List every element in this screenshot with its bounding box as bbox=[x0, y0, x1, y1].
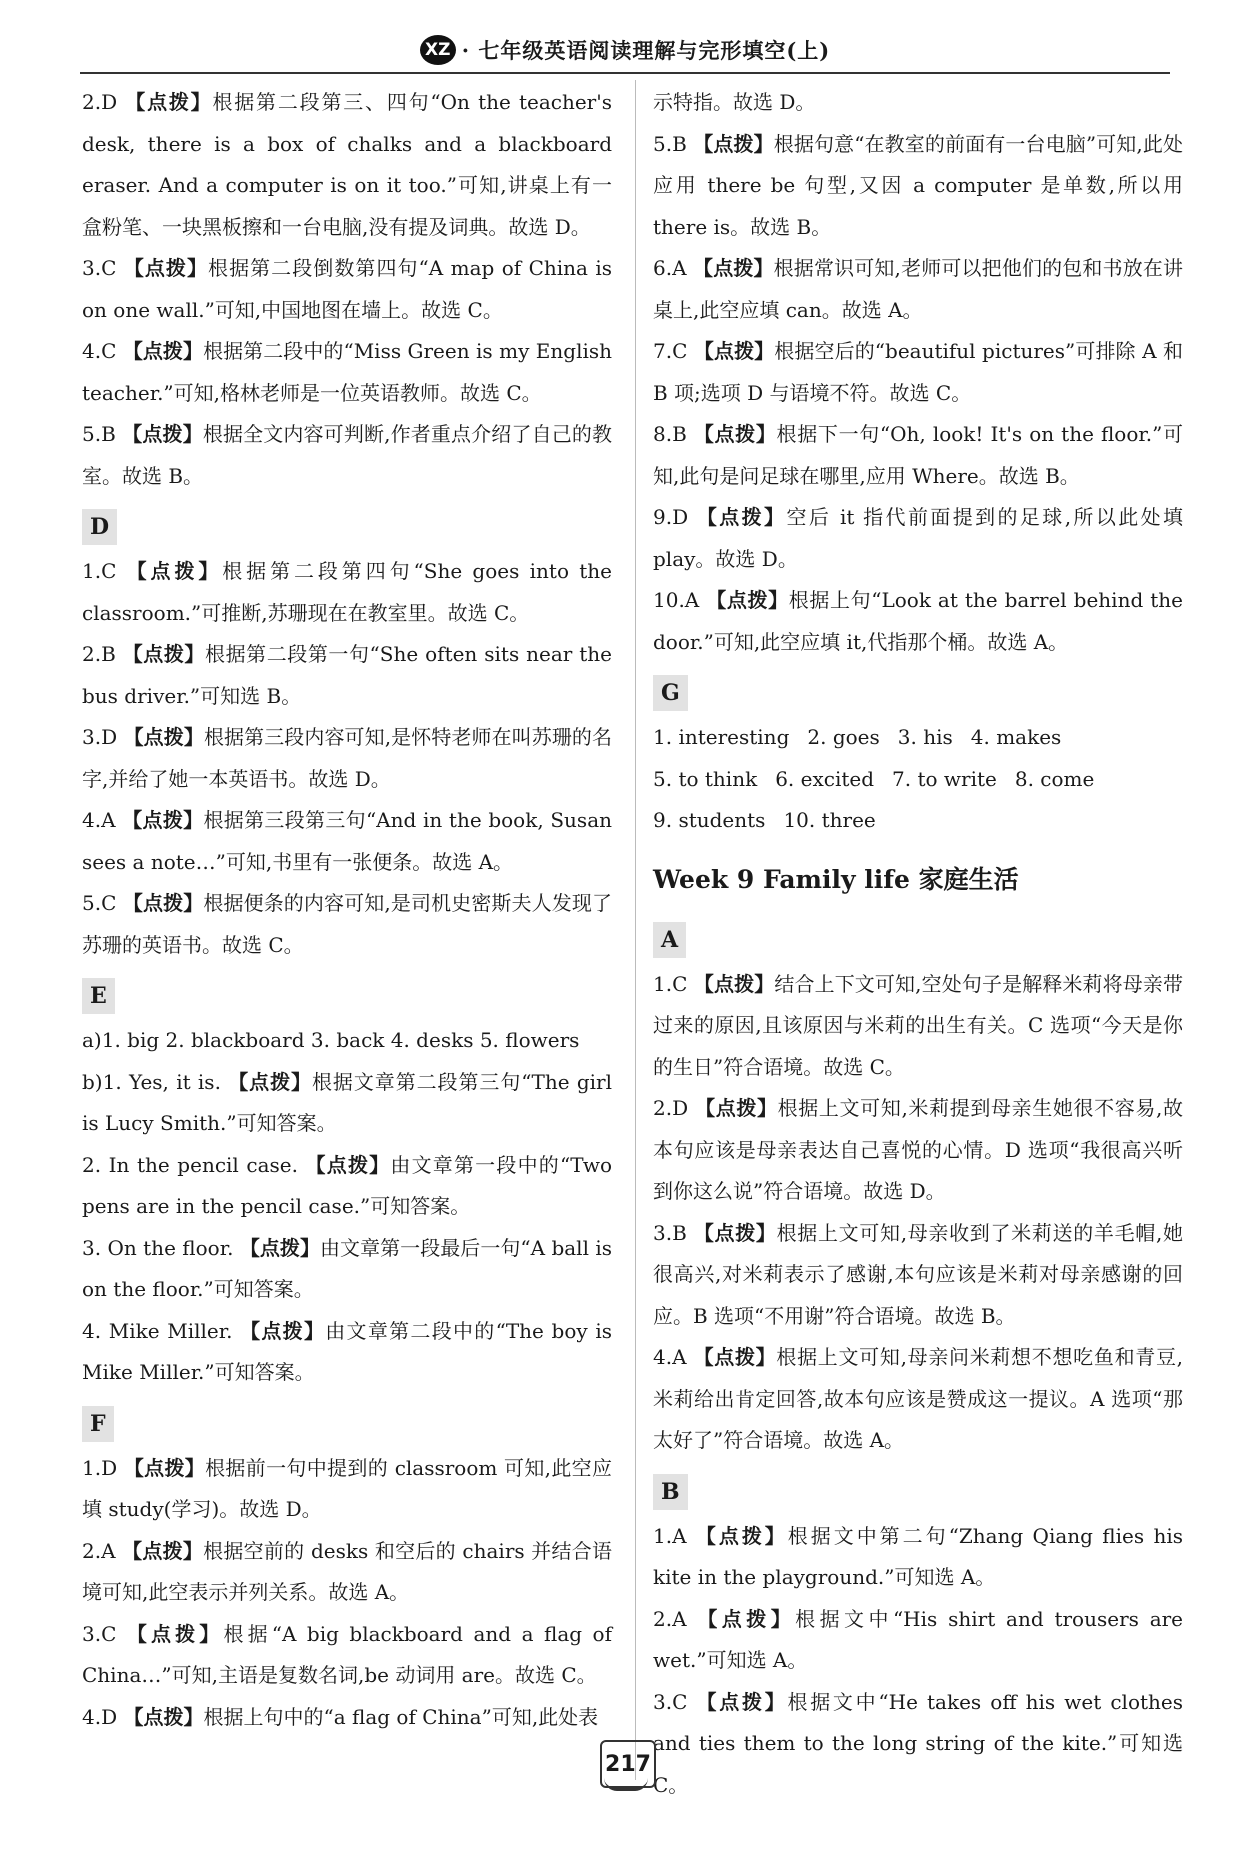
explanation-text: 根据第二段第四句“She goes into the classroom.”可推断,苏珊现在在教室里。故选 C。 bbox=[82, 559, 612, 625]
tip-label: 【点拨】 bbox=[123, 1704, 204, 1729]
tip-label: 【点拨】 bbox=[123, 725, 204, 749]
fill-answer: 2. goes bbox=[807, 725, 880, 749]
answer-item bbox=[653, 414, 1183, 497]
answer-item bbox=[82, 331, 612, 414]
left-column bbox=[82, 82, 612, 1738]
tip-label: 【点拨】 bbox=[696, 1689, 788, 1714]
text-line: a)1. big 2. blackboard 3. back 4. desks 5. flowers bbox=[82, 1028, 580, 1052]
explanation-text: 根据句意“在教室的前面有一台电脑”可知,此处应用 there be 句型,又因 a computer 是单数,所以用 there is。故选 B。 bbox=[653, 131, 1184, 239]
tip-label: 【点拨】 bbox=[706, 588, 789, 612]
open-book-icon bbox=[604, 1778, 648, 1791]
answer-number: 2.A bbox=[82, 1538, 116, 1563]
tip-label: 【点拨】 bbox=[126, 559, 223, 583]
explanation-text: 根据常识可知,老师可以把他们的包和书放在讲桌上,此空应填 can。故选 A。 bbox=[653, 256, 1184, 322]
explanation-text: 根据便条的内容可知,是司机史密斯夫人发现了苏珊的英语书。故选 C。 bbox=[82, 891, 613, 957]
explanation-text: 根据第三段第三句“And in the book, Susan sees a note…”可知,书里有一张便条。故选 A。 bbox=[82, 808, 613, 874]
explanation-text: 由文章第一段中的“Two pens are in the pencil case.”可知答案。 bbox=[82, 1152, 613, 1218]
explanation-text: 根据前一句中提到的 classroom 可知,此空应填 study(学习)。故选 D。 bbox=[82, 1455, 613, 1521]
explanation-text: 根据第三段内容可知,是怀特老师在叫苏珊的名字,并给了她一本英语书。故选 D。 bbox=[82, 725, 613, 791]
answer-item bbox=[82, 551, 612, 634]
tip-label: 【点拨】 bbox=[122, 891, 204, 915]
answer-item bbox=[653, 1213, 1183, 1338]
answer-item bbox=[82, 1697, 612, 1739]
tip-label: 【点拨】 bbox=[693, 971, 775, 996]
tip-label: 【点拨】 bbox=[696, 505, 787, 529]
explanation-text: 根据文中第二句“Zhang Qiang flies his kite in the playground.”可知选 A。 bbox=[653, 1523, 1184, 1589]
answer-number: 3.C bbox=[82, 256, 117, 280]
answer-number: 9.D bbox=[653, 505, 689, 529]
fill-answer: 5. to think bbox=[653, 766, 758, 791]
tip-label: 【点拨】 bbox=[123, 256, 209, 280]
explanation-text: 根据“A big blackboard and a flag of China…”可知,主语是复数名词,be 动词用 are。故选 C。 bbox=[82, 1621, 612, 1687]
page-header bbox=[80, 28, 1170, 74]
explanation-text: 由文章第二段中的“The boy is Mike Miller.”可知答案。 bbox=[82, 1318, 612, 1384]
tip-label: 【点拨】 bbox=[239, 1235, 321, 1260]
answer-number: 4.A bbox=[82, 808, 116, 832]
fill-answer: 10. three bbox=[783, 808, 876, 832]
answer-number: 3.C bbox=[82, 1621, 117, 1646]
explanation-text: 根据上文可知,母亲问米莉想不想吃鱼和青豆,米莉给出肯定回答,故本句应该是赞成这一提议。A 选项“那太好了”符合语境。故选 A。 bbox=[653, 1345, 1184, 1452]
tip-label: 【点拨】 bbox=[123, 1455, 206, 1480]
explanation-text: 根据文章第二段第三句“The girl is Lucy Smith.”可知答案。 bbox=[82, 1069, 613, 1135]
tip-label: 【点拨】 bbox=[693, 422, 777, 446]
answer-number: 3.B bbox=[653, 1220, 687, 1245]
answer-item bbox=[82, 1531, 612, 1614]
tip-label: 【点拨】 bbox=[693, 256, 774, 280]
explanation-text: 根据上文可知,米莉提到母亲生她很不容易,故本句应该是母亲表达自己喜悦的心情。D 选项“我很高兴听到你这么说”符合语境。故选 D。 bbox=[653, 1096, 1184, 1203]
explanation-text: 根据文中“He takes off his wet clothes and ties them to the long string of the kite.”可知选 C。 bbox=[653, 1689, 1184, 1797]
answer-item bbox=[653, 497, 1183, 580]
answer-item bbox=[82, 1062, 612, 1145]
page-number: 217 bbox=[600, 1740, 656, 1788]
answer-number: 1.C bbox=[82, 559, 117, 583]
tip-label: 【点拨】 bbox=[228, 1069, 312, 1094]
fill-answers bbox=[653, 717, 1183, 842]
section-label: D bbox=[82, 509, 117, 545]
fill-answer: 3. his bbox=[897, 725, 953, 749]
answer-number: 2.D bbox=[653, 1096, 689, 1120]
answer-item bbox=[653, 1599, 1183, 1682]
answer-number: 5.B bbox=[82, 422, 116, 446]
explanation-text: 根据上句“Look at the barrel behind the door.”可知,此空应填 it,代指那个桶。故选 A。 bbox=[653, 588, 1183, 654]
answer-item bbox=[82, 800, 612, 883]
explanation-text: 根据空前的 desks 和空后的 chairs 并结合语境可知,此空表示并列关系。故选 A。 bbox=[82, 1538, 612, 1604]
right-column bbox=[653, 82, 1183, 1806]
answer-item bbox=[653, 248, 1183, 331]
explanation-text: 根据第二段倒数第四句“A map of China is on one wall.”可知,中国地图在墙上。故选 C。 bbox=[82, 256, 613, 322]
text-line: 示特指。故选 D。 bbox=[653, 90, 816, 114]
answer-number: 1.C bbox=[653, 971, 688, 996]
fill-answer: 8. come bbox=[1014, 766, 1095, 791]
explanation-text: 空后 it 指代前面提到的足球,所以此处填 play。故选 D。 bbox=[653, 505, 1184, 571]
answer-item bbox=[82, 414, 612, 497]
answer-number: 6.A bbox=[653, 256, 687, 280]
tip-label: 【点拨】 bbox=[693, 131, 774, 156]
explanation-text: 由文章第一段最后一句“A ball is on the floor.”可知答案。 bbox=[82, 1235, 613, 1301]
answer-number: 2. In the pencil case. bbox=[82, 1152, 298, 1177]
answer-item bbox=[82, 82, 612, 248]
answer-number: 3.D bbox=[82, 725, 118, 749]
answer-number: b)1. Yes, it is. bbox=[82, 1069, 221, 1094]
answer-number: 7.C bbox=[653, 339, 688, 363]
section-label: B bbox=[653, 1474, 688, 1510]
explanation-text: 结合上下文可知,空处句子是解释米莉将母亲带过来的原因,且该原因与米莉的出生有关。C 选项“今天是你的生日”符合语境。故选 C。 bbox=[653, 971, 1184, 1079]
book-title: · 七年级英语阅读理解与完形填空(上) bbox=[461, 38, 831, 63]
answer-item bbox=[653, 580, 1183, 663]
explanation-text: 根据第二段第三、四句“On the teacher's desk, there is a box of chalks and a blackboard eraser. And a computer is on it too.”可知,讲桌上有一盒粉笔、一块黑板擦和一台电脑,没有提及词典。故选 D。 bbox=[82, 90, 613, 239]
answer-item bbox=[82, 717, 612, 800]
brand-logo: XZ bbox=[420, 35, 456, 65]
answer-item bbox=[653, 1088, 1183, 1213]
fill-answer: 1. interesting bbox=[653, 725, 790, 749]
answer-item bbox=[653, 964, 1183, 1089]
fill-answer: 4. makes bbox=[970, 725, 1062, 749]
fill-answer: 6. excited bbox=[775, 766, 875, 791]
explanation-text: 根据下一句“Oh, look! It's on the floor.”可知,此句是问足球在哪里,应用 Where。故选 B。 bbox=[653, 422, 1184, 488]
answer-number: 5.C bbox=[82, 891, 117, 915]
answer-number: 2.B bbox=[82, 642, 116, 666]
section-label: G bbox=[653, 675, 688, 711]
tip-label: 【点拨】 bbox=[122, 422, 203, 446]
answer-number: 10.A bbox=[653, 588, 700, 612]
column-divider bbox=[635, 80, 636, 1780]
tip-label: 【点拨】 bbox=[122, 642, 205, 666]
explanation-text: 根据第二段第一句“She often sits near the bus driver.”可知选 B。 bbox=[82, 642, 613, 708]
tip-label: 【点拨】 bbox=[240, 1318, 326, 1343]
section-label: E bbox=[82, 978, 115, 1014]
answer-item bbox=[82, 1614, 612, 1697]
explanation-text: 根据第二段中的“Miss Green is my English teacher.”可知,格林老师是一位英语教师。故选 C。 bbox=[82, 339, 613, 405]
explanation-text: 根据空后的“beautiful pictures”可排除 A 和 B 项;选项 D 与语境不符。故选 C。 bbox=[653, 339, 1184, 405]
tip-label: 【点拨】 bbox=[122, 339, 204, 363]
answer-item bbox=[82, 883, 612, 966]
answer-item bbox=[653, 1516, 1183, 1599]
tip-label: 【点拨】 bbox=[695, 1096, 778, 1120]
answer-item bbox=[653, 1682, 1183, 1807]
explanation-text: 根据上句中的“a flag of China”可知,此处表 bbox=[203, 1704, 599, 1729]
answer-item bbox=[82, 248, 612, 331]
answer-item bbox=[82, 1311, 612, 1394]
answer-number: 3.C bbox=[653, 1689, 688, 1714]
tip-label: 【点拨】 bbox=[122, 1538, 204, 1563]
answer-number: 4.C bbox=[82, 339, 117, 363]
tip-label: 【点拨】 bbox=[697, 1606, 796, 1631]
explanation-text: 根据全文内容可判断,作者重点介绍了自己的教室。故选 B。 bbox=[82, 422, 613, 488]
answer-number: 3. On the floor. bbox=[82, 1235, 234, 1260]
tip-label: 【点拨】 bbox=[693, 1345, 777, 1369]
tip-label: 【点拨】 bbox=[693, 339, 775, 363]
tip-label: 【点拨】 bbox=[693, 1220, 777, 1245]
answer-item bbox=[653, 1337, 1183, 1462]
answer-item bbox=[82, 1228, 612, 1311]
answer-item bbox=[82, 1448, 612, 1531]
answer-number: 4. Mike Miller. bbox=[82, 1318, 233, 1343]
fill-answer: 9. students bbox=[653, 808, 766, 832]
answer-item bbox=[82, 634, 612, 717]
explanation-text: 根据上文可知,母亲收到了米莉送的羊毛帽,她很高兴,对米莉表示了感谢,本句应该是米莉对母亲感谢的回应。B 选项“不用谢”符合语境。故选 B。 bbox=[653, 1220, 1184, 1328]
week-heading: Week 9 Family life 家庭生活 bbox=[653, 864, 1019, 894]
answer-number: 8.B bbox=[653, 422, 687, 446]
tip-label: 【点拨】 bbox=[125, 90, 213, 114]
answer-number: 5.B bbox=[653, 131, 687, 156]
answer-item bbox=[82, 1145, 612, 1228]
answer-number: 4.D bbox=[82, 1704, 118, 1729]
answer-item bbox=[653, 124, 1183, 249]
explanation-text: 根据文中“His shirt and trousers are wet.”可知选 A。 bbox=[653, 1606, 1184, 1672]
fill-answer: 7. to write bbox=[892, 766, 997, 791]
section-label: A bbox=[653, 922, 686, 958]
tip-label: 【点拨】 bbox=[126, 1621, 224, 1646]
answer-number: 2.D bbox=[82, 90, 118, 114]
answer-number: 2.A bbox=[653, 1606, 687, 1631]
section-label: F bbox=[82, 1406, 114, 1442]
answer-item bbox=[653, 331, 1183, 414]
tip-label: 【点拨】 bbox=[695, 1523, 788, 1548]
answer-number: 4.A bbox=[653, 1345, 687, 1369]
answer-number: 1.D bbox=[82, 1455, 118, 1480]
answer-number: 1.A bbox=[653, 1523, 687, 1548]
tip-label: 【点拨】 bbox=[305, 1152, 391, 1177]
tip-label: 【点拨】 bbox=[122, 808, 204, 832]
